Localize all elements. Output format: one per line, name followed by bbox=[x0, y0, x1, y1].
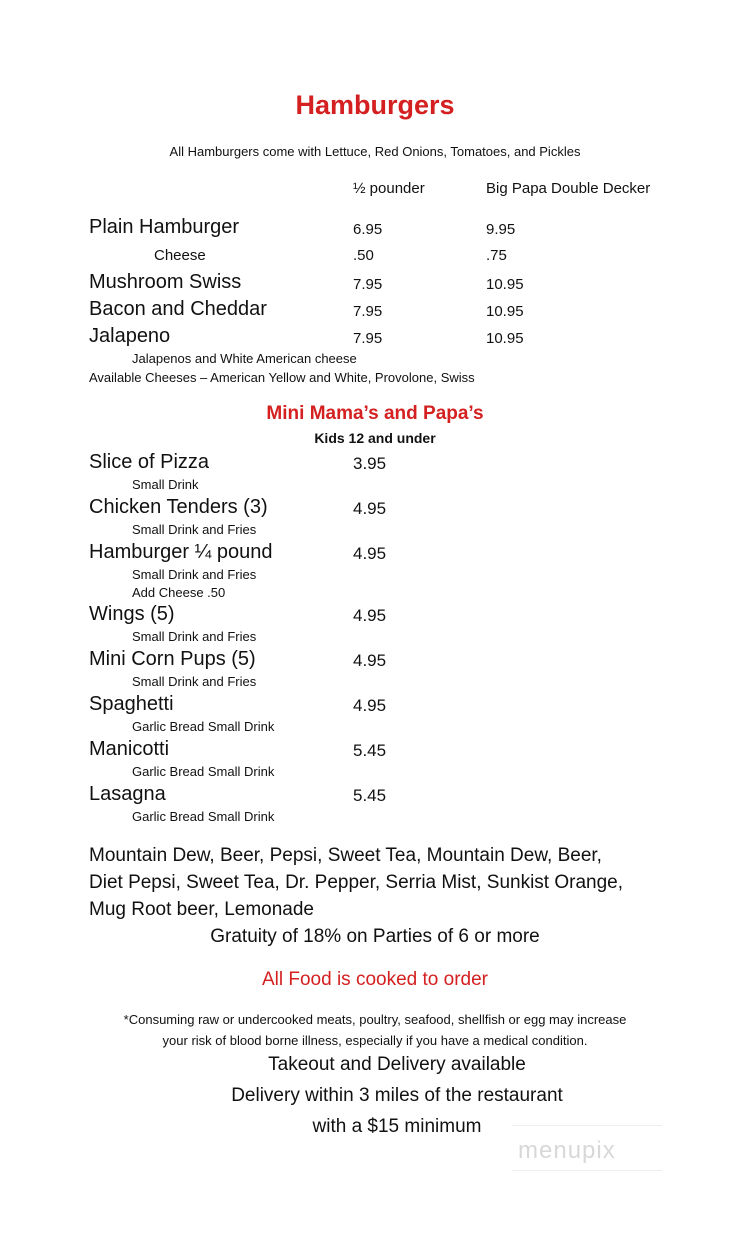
delivery-minimum: with a $15 minimum bbox=[312, 1116, 482, 1137]
hamburgers-title: Hamburgers bbox=[295, 90, 455, 120]
kids-price: 4.95 bbox=[353, 696, 387, 715]
gratuity-note: Gratuity of 18% on Parties of 6 or more bbox=[210, 926, 540, 947]
col-big-papa: Big Papa Double Decker bbox=[486, 180, 651, 197]
kids-item-desc: Garlic Bread Small Drink bbox=[132, 764, 275, 779]
kids-item-desc: Small Drink and Fries bbox=[132, 629, 257, 644]
kids-item: Wings (5) bbox=[89, 603, 175, 625]
kids-price: 5.45 bbox=[353, 786, 387, 805]
price-double: 9.95 bbox=[486, 221, 516, 238]
available-cheeses: Available Cheeses – American Yellow and White, Provolone, Swiss bbox=[89, 370, 475, 385]
price-double: .75 bbox=[486, 247, 507, 264]
kids-item-desc: Garlic Bread Small Drink bbox=[132, 809, 275, 824]
kids-title: Mini Mama’s and Papa’s bbox=[266, 403, 484, 424]
price-double: 10.95 bbox=[486, 276, 524, 293]
watermark-rule bbox=[512, 1125, 662, 1126]
kids-item: Chicken Tenders (3) bbox=[89, 496, 268, 518]
watermark-rule bbox=[512, 1170, 662, 1171]
drinks-line: Diet Pepsi, Sweet Tea, Dr. Pepper, Serria Mist, Sunkist Orange, bbox=[89, 872, 624, 893]
kids-price: 5.45 bbox=[353, 741, 387, 760]
jalapeno-description: Jalapenos and White American cheese bbox=[132, 351, 357, 366]
kids-item-desc: Small Drink and Fries bbox=[132, 674, 257, 689]
kids-item-desc: Garlic Bread Small Drink bbox=[132, 719, 275, 734]
kids-price: 4.95 bbox=[353, 544, 387, 563]
price-half: 7.95 bbox=[353, 276, 383, 293]
kids-subtitle: Kids 12 and under bbox=[314, 430, 436, 446]
kids-price: 4.95 bbox=[353, 499, 387, 518]
kids-price: 3.95 bbox=[353, 454, 387, 473]
price-half: 7.95 bbox=[353, 330, 383, 347]
delivery-radius: Delivery within 3 miles of the restaurant bbox=[231, 1085, 563, 1106]
item-cheese-addon: Cheese bbox=[154, 247, 206, 264]
takeout-delivery: Takeout and Delivery available bbox=[268, 1054, 526, 1075]
price-double: 10.95 bbox=[486, 330, 524, 347]
kids-item-desc: Small Drink bbox=[132, 477, 199, 492]
kids-item-desc: Small Drink and Fries bbox=[132, 522, 257, 537]
kids-item: Spaghetti bbox=[89, 693, 174, 715]
item-bacon-cheddar: Bacon and Cheddar bbox=[89, 298, 267, 320]
item-jalapeno: Jalapeno bbox=[89, 325, 171, 347]
kids-item: Mini Corn Pups (5) bbox=[89, 648, 256, 670]
health-warning-line1: *Consuming raw or undercooked meats, poultry, seafood, shellfish or egg may increase bbox=[123, 1012, 627, 1027]
price-half: 7.95 bbox=[353, 303, 383, 320]
kids-price: 4.95 bbox=[353, 651, 387, 670]
kids-item: Slice of Pizza bbox=[89, 451, 210, 473]
price-double: 10.95 bbox=[486, 303, 524, 320]
item-plain-hamburger: Plain Hamburger bbox=[89, 216, 240, 238]
kids-item: Hamburger ¼ pound bbox=[89, 541, 273, 563]
drinks-line: Mug Root beer, Lemonade bbox=[89, 899, 314, 920]
kids-price: 4.95 bbox=[353, 606, 387, 625]
cooked-to-order: All Food is cooked to order bbox=[261, 969, 488, 990]
price-half: .50 bbox=[353, 247, 374, 264]
drinks-line: Mountain Dew, Beer, Pepsi, Sweet Tea, Mountain Dew, Beer, bbox=[89, 845, 602, 866]
item-mushroom-swiss: Mushroom Swiss bbox=[89, 271, 242, 293]
price-half: 6.95 bbox=[353, 221, 383, 238]
health-warning-line2: your risk of blood borne illness, especially if you have a medical condition. bbox=[162, 1033, 588, 1048]
hamburgers-note: All Hamburgers come with Lettuce, Red Onions, Tomatoes, and Pickles bbox=[169, 144, 581, 159]
col-half-pounder: ½ pounder bbox=[353, 180, 425, 197]
kids-item-desc: Add Cheese .50 bbox=[132, 585, 226, 600]
kids-item: Manicotti bbox=[89, 738, 170, 760]
kids-item: Lasagna bbox=[89, 783, 166, 805]
kids-item-desc: Small Drink and Fries bbox=[132, 567, 257, 582]
menupix-watermark: menupix bbox=[518, 1137, 616, 1164]
